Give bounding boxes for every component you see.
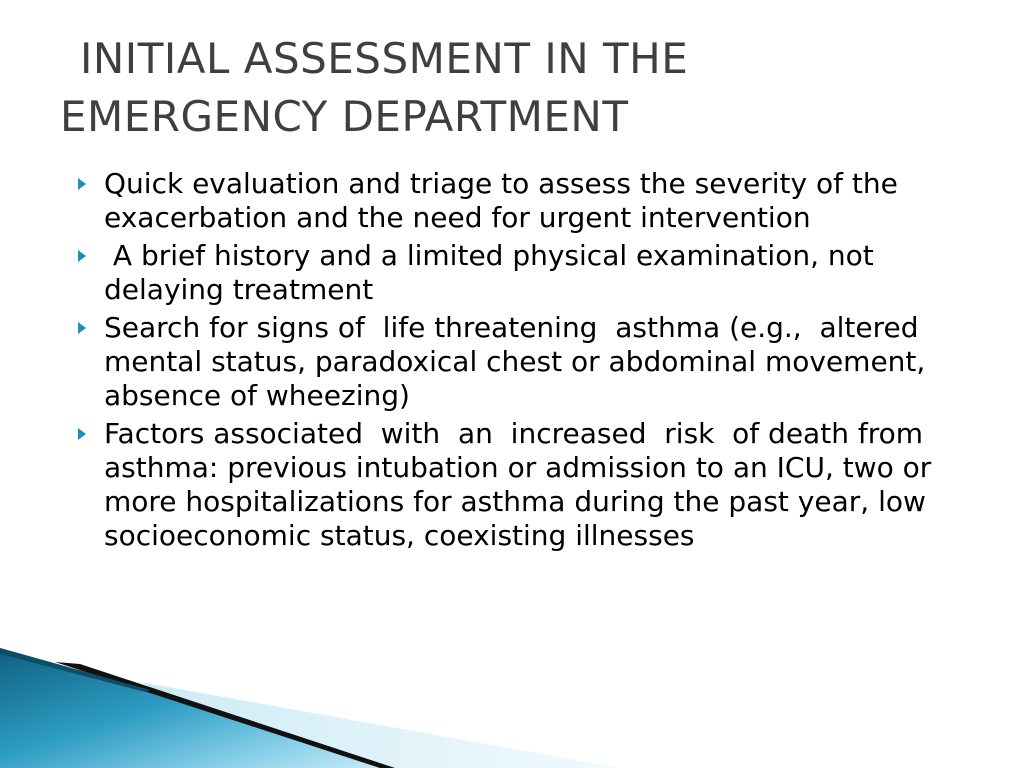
bullet-text: Quick evaluation and triage to assess the severity of the exacerbation and the need for urgent intervention <box>104 167 907 234</box>
bullet-item-risk-factors <box>72 417 972 553</box>
bullet-item-history <box>72 239 972 307</box>
triangle-bullet-icon <box>78 250 86 262</box>
slide-title-line-2: EMERGENCY DEPARTMENT <box>60 92 629 141</box>
triangle-bullet-icon <box>78 322 86 334</box>
bullet-text: Search for signs of life threatening asthma (e.g., altered mental status, paradoxical chest or abdominal movement, absence of wheezing) <box>104 311 937 412</box>
triangle-bullet-icon <box>78 178 86 190</box>
slide-title <box>60 30 980 146</box>
bullet-item-signs <box>72 311 972 413</box>
slide-title-line-1: INITIAL ASSESSMENT IN THE <box>80 34 689 83</box>
bullet-item-triage <box>72 167 972 235</box>
bullet-text: Factors associated with an increased risk of death from asthma: previous intubation or admission to an ICU, two or more hospitalizations for asthma during the past year, low socioeconomic status, coexisting illnesses <box>104 417 941 552</box>
bullet-list <box>72 167 972 557</box>
bullet-text: A brief history and a limited physical examination, not delaying treatment <box>104 239 883 306</box>
corner-decoration <box>0 640 620 768</box>
triangle-bullet-icon <box>78 428 86 440</box>
